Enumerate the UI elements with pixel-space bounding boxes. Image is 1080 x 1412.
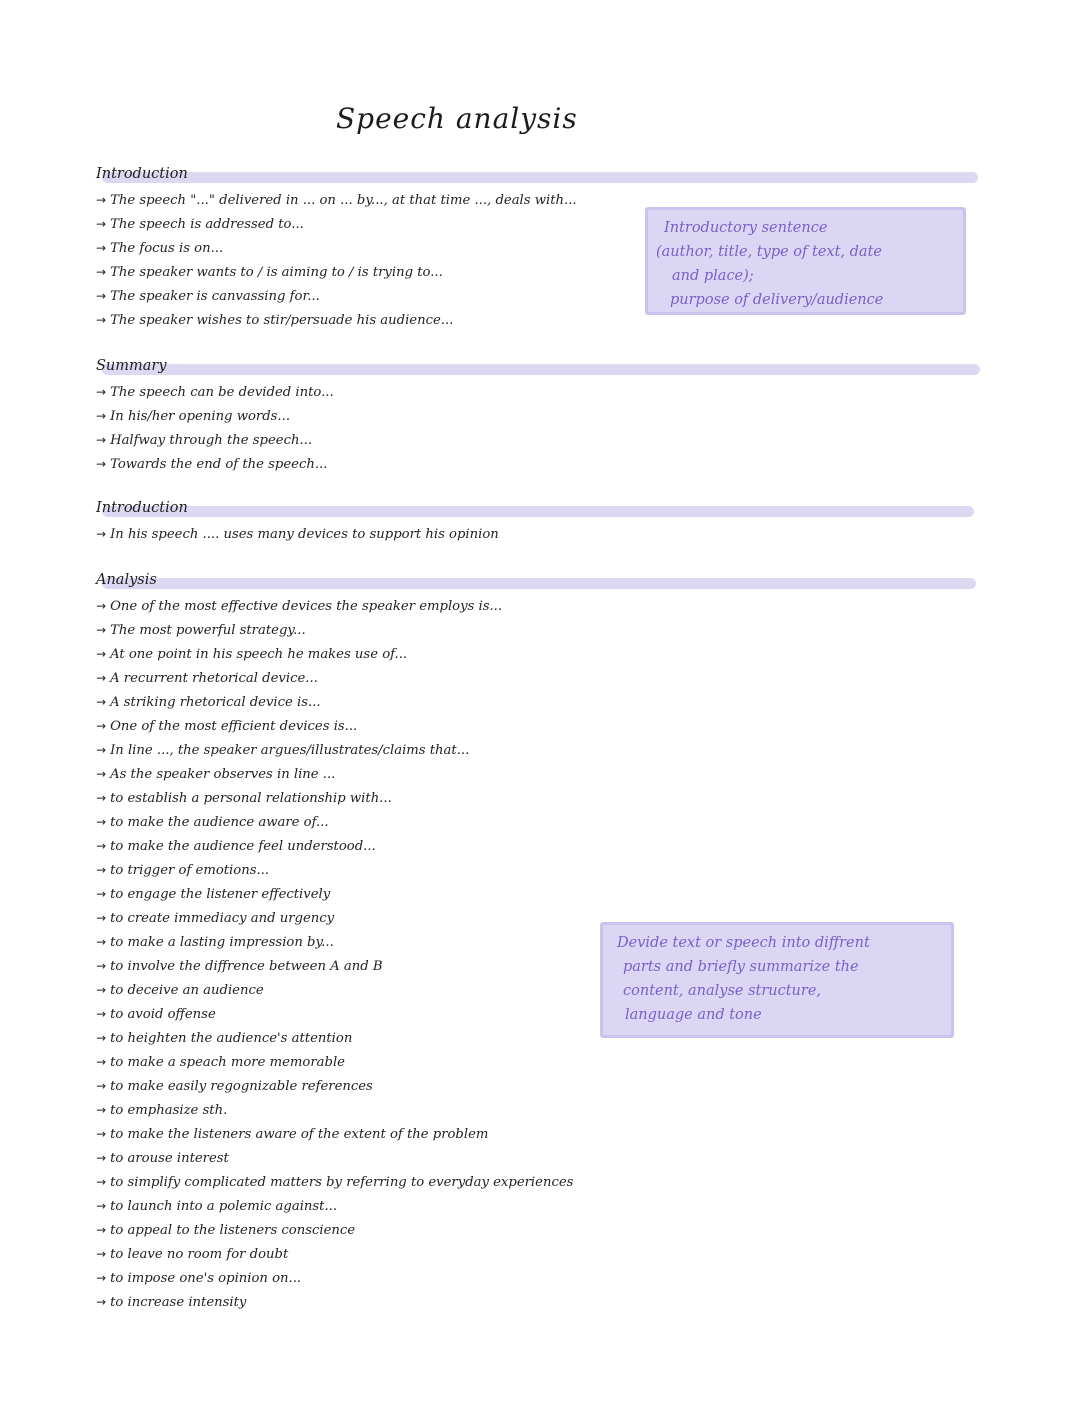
section-introduction-2: [96, 500, 499, 546]
arrow-icon: →: [96, 241, 107, 255]
list-item: → In his/her opening words...: [96, 409, 291, 424]
list-item: → to heighten the audience's attention: [96, 1031, 353, 1046]
list-item: → to establish a personal relationship with...: [96, 791, 392, 806]
phrase-list: [96, 380, 334, 476]
list-item: → to leave no room for doubt: [96, 1247, 289, 1262]
list-item: → to emphasize sth.: [96, 1103, 228, 1118]
arrow-icon: →: [96, 1079, 107, 1093]
list-item: → to make the audience aware of...: [96, 815, 329, 830]
arrow-icon: →: [96, 983, 107, 997]
list-item: → The focus is on...: [96, 241, 224, 256]
arrow-icon: →: [96, 791, 107, 805]
section-analysis: [96, 572, 573, 1314]
section-heading-label: Introduction: [96, 166, 188, 182]
note-line: Devide text or speech into diffrent: [617, 935, 870, 951]
list-item: → to appeal to the listeners conscience: [96, 1223, 356, 1238]
list-item: → In his speech .... uses many devices to support his opinion: [96, 527, 499, 542]
note-line: content, analyse structure,: [623, 983, 822, 999]
arrow-icon: →: [96, 1175, 107, 1189]
list-item: → to impose one's opinion on...: [96, 1271, 302, 1286]
arrow-icon: →: [96, 1055, 107, 1069]
heading-highlight-bar: [102, 578, 976, 589]
section-heading-label: Introduction: [96, 500, 188, 516]
list-item: → Halfway through the speech...: [96, 433, 313, 448]
arrow-icon: →: [96, 1295, 107, 1309]
arrow-icon: →: [96, 1151, 107, 1165]
arrow-icon: →: [96, 935, 107, 949]
note-box-summary-instructions: [600, 922, 954, 1038]
arrow-icon: →: [96, 313, 107, 327]
heading-highlight-bar: [102, 364, 980, 375]
arrow-icon: →: [96, 671, 107, 685]
list-item: → to launch into a polemic against...: [96, 1199, 338, 1214]
arrow-icon: →: [96, 217, 107, 231]
note-line: parts and briefly summarize the: [623, 959, 859, 975]
list-item: → The speech can be devided into...: [96, 385, 334, 400]
section-heading: [96, 166, 577, 188]
arrow-icon: →: [96, 695, 107, 709]
arrow-icon: →: [96, 1127, 107, 1141]
arrow-icon: →: [96, 647, 107, 661]
note-line: Introductory sentence: [664, 220, 828, 236]
list-item: → The speaker wishes to stir/persuade his audience...: [96, 313, 454, 328]
section-heading: [96, 500, 499, 522]
section-summary: [96, 358, 334, 476]
list-item: → to make easily regognizable references: [96, 1079, 373, 1094]
arrow-icon: →: [96, 599, 107, 613]
note-box-introductory-sentence: [645, 207, 966, 315]
phrase-list: [96, 188, 577, 332]
list-item: → to increase intensity: [96, 1295, 247, 1310]
arrow-icon: →: [96, 433, 107, 447]
arrow-icon: →: [96, 623, 107, 637]
arrow-icon: →: [96, 1199, 107, 1213]
arrow-icon: →: [96, 457, 107, 471]
note-line: (author, title, type of text, date: [656, 244, 882, 260]
arrow-icon: →: [96, 839, 107, 853]
arrow-icon: →: [96, 289, 107, 303]
list-item: → to simplify complicated matters by referring to everyday experiences: [96, 1175, 574, 1190]
list-item: → to deceive an audience: [96, 983, 264, 998]
list-item: → At one point in his speech he makes use of...: [96, 647, 408, 662]
phrase-list: [96, 522, 499, 546]
list-item: → to make the audience feel understood...: [96, 839, 376, 854]
arrow-icon: →: [96, 193, 107, 207]
list-item: → to involve the diffrence between A and B: [96, 959, 383, 974]
note-line: and place);: [672, 268, 754, 284]
section-heading: [96, 358, 334, 380]
section-heading-label: Analysis: [96, 572, 157, 588]
list-item: → The speech is addressed to...: [96, 217, 304, 232]
page-title: Speech analysis: [336, 102, 578, 135]
list-item: → to make the listeners aware of the extent of the problem: [96, 1127, 489, 1142]
list-item: → to make a speach more memorable: [96, 1055, 345, 1070]
list-item: → to arouse interest: [96, 1151, 229, 1166]
list-item: → to trigger of emotions...: [96, 863, 270, 878]
arrow-icon: →: [96, 409, 107, 423]
section-heading: [96, 572, 573, 594]
arrow-icon: →: [96, 911, 107, 925]
arrow-icon: →: [96, 959, 107, 973]
arrow-icon: →: [96, 1223, 107, 1237]
list-item: → A striking rhetorical device is...: [96, 695, 321, 710]
list-item: → A recurrent rhetorical device...: [96, 671, 318, 686]
arrow-icon: →: [96, 265, 107, 279]
phrase-list: [96, 594, 573, 1314]
note-line: language and tone: [625, 1007, 762, 1023]
arrow-icon: →: [96, 1247, 107, 1261]
list-item: → As the speaker observes in line ...: [96, 767, 336, 782]
list-item: → The speaker is canvassing for...: [96, 289, 320, 304]
list-item: → to make a lasting impression by...: [96, 935, 334, 950]
arrow-icon: →: [96, 385, 107, 399]
arrow-icon: →: [96, 1271, 107, 1285]
arrow-icon: →: [96, 767, 107, 781]
list-item: → to avoid offense: [96, 1007, 216, 1022]
arrow-icon: →: [96, 1007, 107, 1021]
list-item: → to create immediacy and urgency: [96, 911, 335, 926]
section-introduction: [96, 166, 577, 332]
arrow-icon: →: [96, 743, 107, 757]
arrow-icon: →: [96, 1031, 107, 1045]
heading-highlight-bar: [102, 506, 974, 517]
list-item: → to engage the listener effectively: [96, 887, 331, 902]
arrow-icon: →: [96, 1103, 107, 1117]
list-item: → The speech "..." delivered in ... on ... by..., at that time ..., deals with...: [96, 193, 577, 208]
list-item: → One of the most efficient devices is...: [96, 719, 358, 734]
arrow-icon: →: [96, 887, 107, 901]
arrow-icon: →: [96, 815, 107, 829]
arrow-icon: →: [96, 863, 107, 877]
arrow-icon: →: [96, 527, 107, 541]
arrow-icon: →: [96, 719, 107, 733]
note-line: purpose of delivery/audience: [670, 292, 884, 308]
list-item: → In line ..., the speaker argues/illustrates/claims that...: [96, 743, 470, 758]
list-item: → One of the most effective devices the speaker employs is...: [96, 599, 503, 614]
list-item: → The speaker wants to / is aiming to / is trying to...: [96, 265, 443, 280]
list-item: → The most powerful strategy...: [96, 623, 306, 638]
list-item: → Towards the end of the speech...: [96, 457, 328, 472]
section-heading-label: Summary: [96, 358, 167, 374]
heading-highlight-bar: [102, 172, 978, 183]
